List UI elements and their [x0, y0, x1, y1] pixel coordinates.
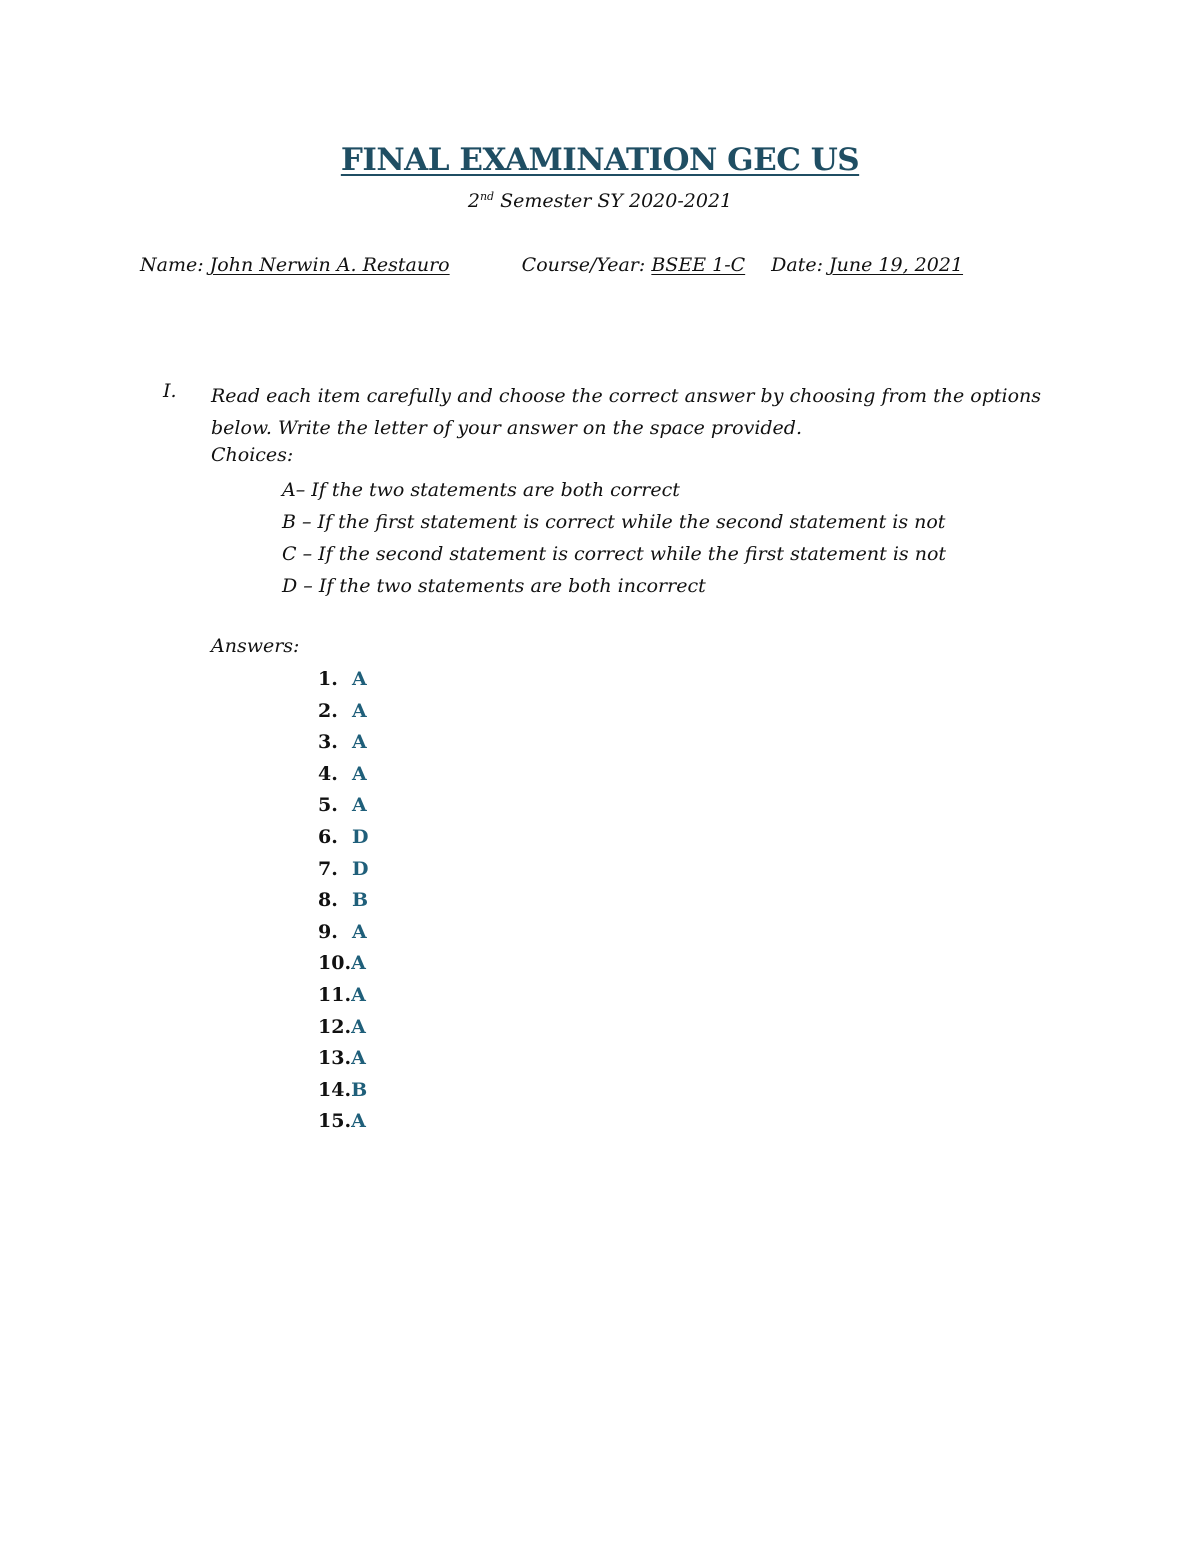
answer-number: 15.: [318, 1110, 352, 1133]
answer-letter: A: [351, 1015, 366, 1038]
semester-ordinal-suffix: nd: [479, 190, 495, 203]
answer-item: [318, 759, 368, 791]
answer-letter: B: [352, 889, 369, 912]
answer-number: 6.: [318, 825, 338, 848]
answer-number: 2.: [318, 699, 338, 722]
choice-item-a: A– If the two statements are both correct: [282, 479, 680, 501]
answer-item: [318, 1012, 368, 1044]
answer-item: [318, 727, 368, 759]
answer-item: [318, 1043, 368, 1075]
answer-letter: A: [351, 1047, 366, 1070]
answer-number: 11.: [318, 983, 352, 1006]
choice-item-b: B – If the first statement is correct while the second statement is not: [282, 511, 946, 533]
answer-letter: A: [351, 983, 366, 1006]
course-value: BSEE 1-C: [651, 254, 746, 276]
answers-label: Answers:: [211, 635, 300, 657]
answer-item: [318, 1075, 368, 1107]
answer-letter: D: [352, 825, 369, 848]
choices-label: Choices:: [211, 444, 294, 466]
choice-item-d: D – If the two statements are both incorrect: [282, 575, 706, 597]
answer-number: 5.: [318, 794, 338, 817]
answer-item: [318, 664, 368, 696]
choice-item-c: C – If the second statement is correct while the first statement is not: [282, 543, 947, 565]
instructions-text: Read each item carefully and choose the correct answer by choosing from the options below. Write the letter of your answer on the space provided.: [211, 385, 1041, 439]
answer-number: 12.: [318, 1015, 352, 1038]
answer-letter: A: [352, 731, 367, 754]
name-value: John Nerwin A. Restauro: [209, 254, 450, 276]
answer-letter: A: [352, 699, 367, 722]
answers-list: [318, 664, 368, 1138]
answer-item: [318, 1106, 368, 1138]
answer-letter: A: [351, 952, 366, 975]
answer-number: 8.: [318, 889, 338, 912]
answer-item: [318, 822, 368, 854]
date-value: June 19, 2021: [829, 254, 964, 276]
answer-item: [318, 948, 368, 980]
answer-item: [318, 790, 368, 822]
answer-letter: A: [352, 668, 367, 690]
name-label: Name:: [140, 254, 210, 276]
page-title: FINAL EXAMINATION GEC US: [340, 142, 860, 178]
answer-item: [318, 980, 368, 1012]
answer-number: 13.: [318, 1047, 352, 1070]
semester-text: Semester SY 2020-2021: [494, 190, 733, 212]
answer-letter: A: [352, 920, 367, 943]
answer-number: 4.: [318, 762, 338, 785]
answer-number: 1.: [318, 668, 338, 690]
answer-letter: A: [352, 794, 367, 817]
answer-item: [318, 885, 368, 917]
choices-list: [282, 474, 946, 602]
course-label: Course/Year:: [521, 254, 652, 276]
answer-item: [318, 854, 368, 886]
section-numeral: I.: [163, 380, 177, 402]
answer-item: [318, 917, 368, 949]
answer-number: 14.: [318, 1078, 352, 1101]
answer-number: 7.: [318, 857, 338, 880]
answer-letter: A: [352, 762, 367, 785]
answer-number: 3.: [318, 731, 338, 754]
semester-ordinal-number: 2: [467, 190, 480, 212]
answer-item: [318, 696, 368, 728]
answer-letter: D: [352, 857, 369, 880]
answer-letter: A: [351, 1110, 366, 1133]
answer-number: 10.: [318, 952, 352, 975]
semester-line: [0, 190, 1200, 212]
student-info-line: [140, 254, 963, 276]
date-label: Date:: [771, 254, 830, 276]
answer-letter: B: [351, 1078, 368, 1101]
answer-number: 9.: [318, 920, 338, 943]
